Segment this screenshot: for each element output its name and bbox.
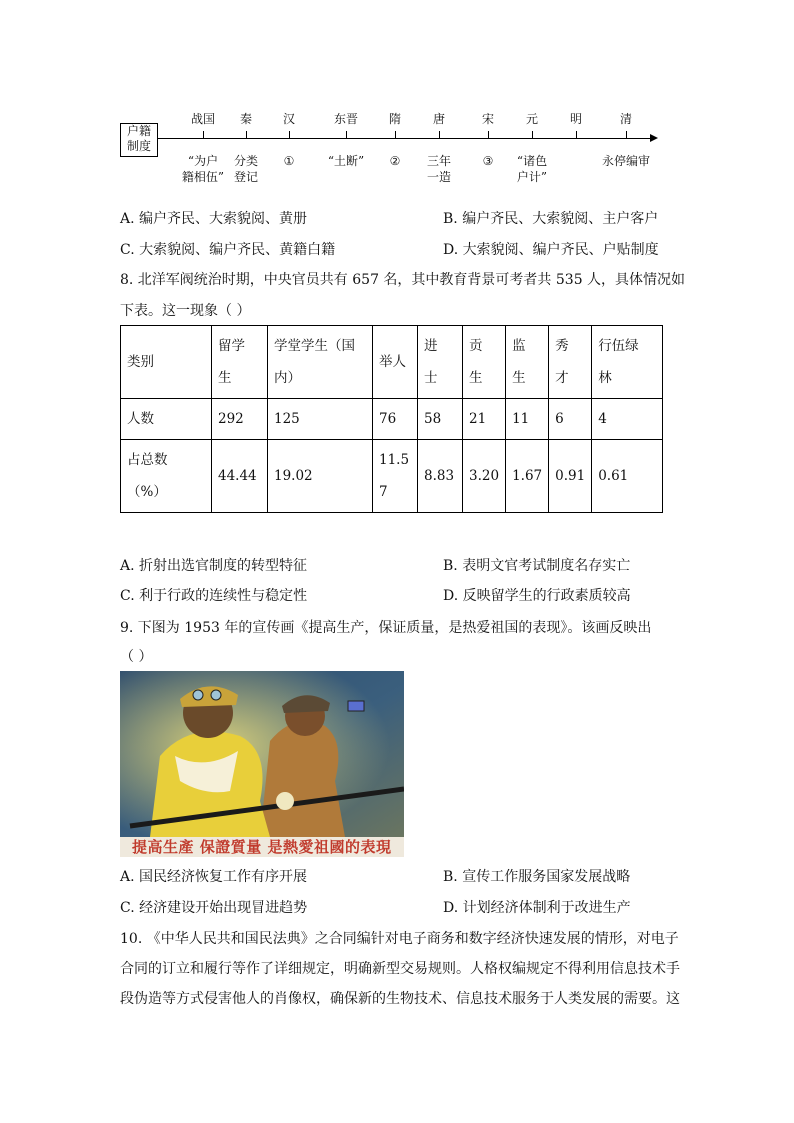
era-tang: 唐: [432, 112, 446, 126]
era-song: 宋: [481, 112, 495, 126]
row-label-count: 人数: [121, 399, 212, 440]
era-warring-states: 战国: [190, 112, 216, 126]
timeline-tick: [488, 131, 489, 139]
event-yuan: “诸色 户计”: [516, 154, 548, 184]
event-warring-states: “为户 籍相伍”: [181, 154, 225, 184]
table-cell: 11.5 7: [373, 440, 418, 513]
q7-option-d[interactable]: D. 大索貌阅、编户齐民、户贴制度: [443, 242, 659, 258]
table-cell: 0.61: [592, 440, 663, 513]
header-jiansheng: 监 生: [506, 326, 549, 399]
era-han: 汉: [282, 112, 296, 126]
timeline-tick: [203, 131, 204, 139]
table-row: [121, 440, 663, 513]
header-xiucai: 秀 才: [549, 326, 592, 399]
table-cell: 11: [506, 399, 549, 440]
timeline-tick: [532, 131, 533, 139]
header-juren: 举人: [373, 326, 418, 399]
q9-option-d[interactable]: D. 计划经济体制利于改进生产: [443, 900, 631, 916]
q8-stem-line-2: 下表。这一现象（ ）: [120, 303, 251, 319]
table-cell: 21: [463, 399, 506, 440]
timeline-tick: [246, 131, 247, 139]
timeline-tick: [346, 131, 347, 139]
table-cell: 4: [592, 399, 663, 440]
timeline-arrow-head: [650, 134, 658, 142]
q9-option-a[interactable]: A. 国民经济恢复工作有序开展: [120, 869, 308, 885]
table-cell: 44.44: [212, 440, 268, 513]
event-song-blank-3: ③: [482, 154, 494, 168]
header-domestic-students: 学堂学生（国 内）: [268, 326, 373, 399]
q9-option-b[interactable]: B. 宣传工作服务国家发展战略: [443, 869, 631, 885]
q10-paragraph-line-2: 合同的订立和履行等作了详细规定，明确新型交易规则。人格权编规定不得利用信息技术手: [120, 961, 680, 977]
era-yuan: 元: [525, 112, 539, 126]
q7-option-a[interactable]: A. 编户齐民、大索貌阅、黄册: [120, 211, 308, 227]
header-overseas-students: 留学 生: [212, 326, 268, 399]
propaganda-poster-image: [120, 671, 404, 857]
table-cell: 6: [549, 399, 592, 440]
q8-option-a[interactable]: A. 折射出选官制度的转型特征: [120, 558, 308, 574]
q8-official-education-table: [120, 325, 663, 513]
table-cell: 3.20: [463, 440, 506, 513]
table-row: [121, 399, 663, 440]
q9-option-c[interactable]: C. 经济建设开始出现冒进趋势: [120, 900, 308, 916]
q7-option-b[interactable]: B. 编户齐民、大索貌阅、主户客户: [443, 211, 659, 227]
timeline-tick: [289, 131, 290, 139]
timeline-tick: [439, 131, 440, 139]
q8-option-d[interactable]: D. 反映留学生的行政素质较高: [443, 588, 631, 604]
table-cell: 19.02: [268, 440, 373, 513]
q7-option-c[interactable]: C. 大索貌阅、编户齐民、黄籍白籍: [120, 242, 336, 258]
event-sui-blank-2: ②: [389, 154, 401, 168]
timeline-tick: [576, 131, 577, 139]
table-header-row: [121, 326, 663, 399]
table-cell: 0.91: [549, 440, 592, 513]
q8-stem-line-1: 8. 北洋军阀统治时期，中央官员共有 657 名，其中教育背景可考者共 535 人，具体情况如: [120, 272, 686, 288]
q8-option-b[interactable]: B. 表明文官考试制度名存实亡: [443, 558, 631, 574]
timeline-tick: [395, 131, 396, 139]
row-label-percent: 占总数 （%）: [121, 440, 212, 513]
timeline-tick: [626, 131, 627, 139]
era-ming: 明: [569, 112, 583, 126]
event-han-blank-1: ①: [283, 154, 295, 168]
header-gongsheng: 贡 生: [463, 326, 506, 399]
timeline-label-box: 户籍 制度: [120, 123, 158, 157]
q8-option-c[interactable]: C. 利于行政的连续性与稳定性: [120, 588, 308, 604]
event-qin: 分类 登记: [233, 154, 259, 184]
header-jinshi: 进 士: [418, 326, 463, 399]
table-cell: 292: [212, 399, 268, 440]
table-cell: 58: [418, 399, 463, 440]
timeline-axis: [157, 138, 652, 139]
event-eastern-jin: “土断”: [327, 154, 365, 168]
q9-stem-line-2: （ ）: [120, 649, 153, 665]
table-cell: 8.83: [418, 440, 463, 513]
era-sui: 隋: [388, 112, 402, 126]
q9-stem-line-1: 9. 下图为 1953 年的宣传画《提高生产，保证质量，是热爱祖国的表现》。该画反映出: [120, 620, 652, 636]
q10-paragraph-line-3: 段伪造等方式侵害他人的肖像权，确保新的生物技术、信息技术服务于人类发展的需要。这: [120, 991, 680, 1007]
table-cell: 1.67: [506, 440, 549, 513]
era-eastern-jin: 东晋: [333, 112, 359, 126]
header-military: 行伍绿 林: [592, 326, 663, 399]
table-cell: 76: [373, 399, 418, 440]
era-qin: 秦: [239, 112, 253, 126]
event-qing: 永停编审: [601, 154, 651, 168]
poster-caption: 提高生產 保證質量 是熱愛祖國的表現: [132, 838, 392, 856]
event-tang: 三年 一造: [426, 154, 452, 184]
header-category: 类别: [121, 326, 212, 399]
era-qing: 清: [619, 112, 633, 126]
table-cell: 125: [268, 399, 373, 440]
q10-paragraph-line-1: 10. 《中华人民共和国民法典》之合同编针对电子商务和数字经济快速发展的情形，对电子: [120, 931, 679, 947]
